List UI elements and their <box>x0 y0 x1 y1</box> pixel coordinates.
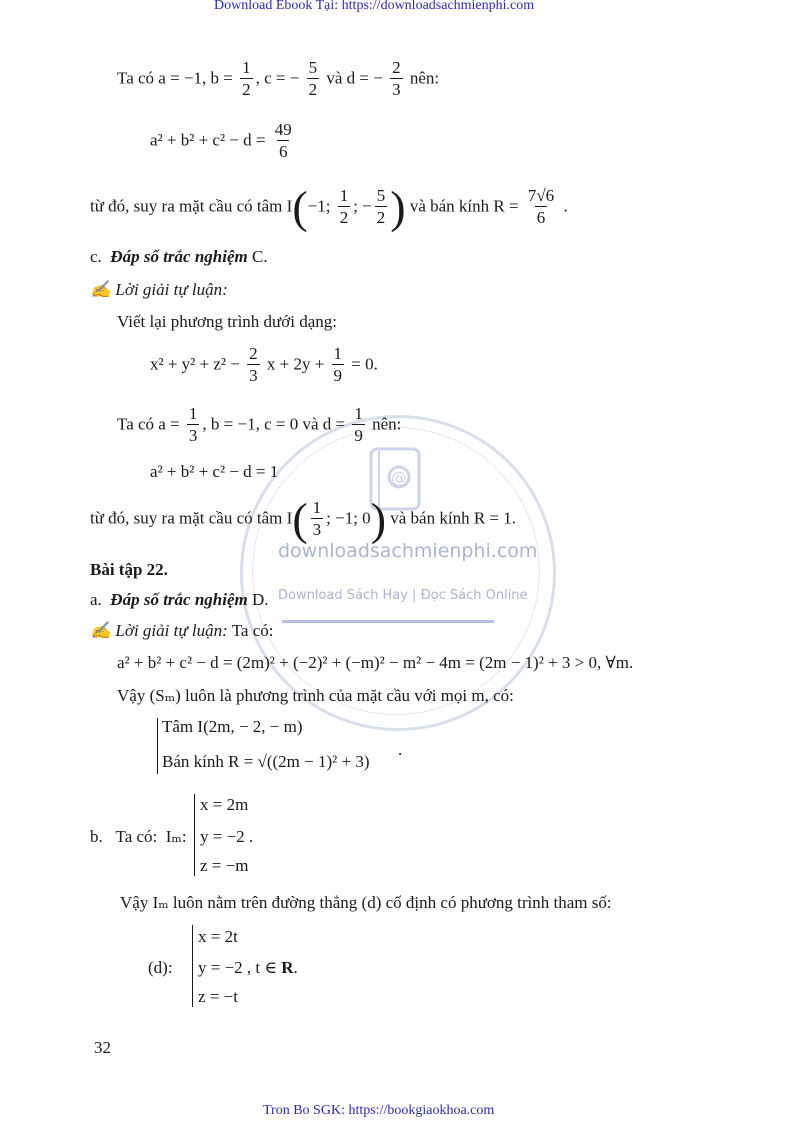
solution-heading-2: ✍ Lời giải tự luận: Ta có: <box>90 621 274 640</box>
system3-y: y = −2 , t ∈ R. <box>198 958 298 977</box>
equation-sum-1: a² + b² + c² − d = $\frac{49}{6}$ <box>150 120 292 161</box>
system3-x: x = 2t <box>198 927 238 946</box>
header-link[interactable]: Download Ebook Tại: https://downloadsachmienphi.com <box>214 0 535 13</box>
system2-x: x = 2m <box>200 795 249 814</box>
answer-a: a. Đáp số trắc nghiệm D. <box>90 590 269 609</box>
svg-text:@: @ <box>391 468 407 487</box>
line-conclusion-2: Vậy Iₘ luôn nằm trên đường thẳng (d) cố định có phương trình tham số: <box>120 893 612 912</box>
system2-z: z = −m <box>200 856 249 875</box>
system2-y: y = −2 . <box>200 827 254 846</box>
line-rewrite: Viết lại phương trình dưới dạng: <box>117 312 337 331</box>
brace-3 <box>192 925 193 1007</box>
footer-link[interactable]: Tron Bo SGK: https://bookgiaokhoa.com <box>263 1103 495 1118</box>
line-coefficients-2: Ta có a = $\frac{1}{3}$ , b = −1, c = 0 và d = $\frac{1}{9}$ nên: <box>117 404 402 445</box>
equation-sum-2: a² + b² + c² − d = 1 <box>150 462 279 481</box>
pen-icon: ✍ <box>90 621 112 640</box>
line-d-label: (d): <box>148 958 173 977</box>
system1-radius: Bán kính R = √((2m − 1)² + 3) <box>162 752 370 771</box>
line-conclusion-1: Vậy (Sₘ) luôn là phương trình của mặt cầu với mọi m, có: <box>117 686 514 705</box>
solution-heading-1: ✍ Lời giải tự luận: <box>90 280 228 299</box>
watermark-tagline: Download Sách Hay | Đọc Sách Online <box>278 588 528 603</box>
brace-2 <box>194 794 195 876</box>
pen-icon: ✍ <box>90 280 112 299</box>
line-coefficients-1: Ta có a = −1, b = $\frac{1}{2}$ , c = − $\frac{5}{2}$ và d = − $\frac{2}{3}$ nên: <box>117 58 440 99</box>
exercise-title: Bài tập 22. <box>90 560 168 579</box>
answer-c: c. Đáp số trắc nghiệm C. <box>90 247 268 266</box>
line-center-radius-1: từ đó, suy ra mặt cầu có tâm I(−1; $\frac{1}{2}$ ; − $\frac{5}{2}$ ) và bán kính R = $\frac{7√6}{6}$ . <box>90 181 568 233</box>
system1-period: . <box>398 740 403 759</box>
equation-inequality: a² + b² + c² − d = (2m)² + (−2)² + (−m)² − m² − 4m = (2m − 1)² + 3 > 0, ∀m. <box>117 653 634 672</box>
page-number: 32 <box>94 1038 111 1057</box>
system1-center: Tâm I(2m, − 2, − m) <box>162 717 303 736</box>
line-center-radius-2: từ đó, suy ra mặt cầu có tâm I( $\frac{1}{3}$ ; −1; 0) và bán kính R = 1. <box>90 493 517 545</box>
equation-sphere: x² + y² + z² − $\frac{2}{3}$ x + 2y + $\frac{1}{9}$ = 0. <box>150 344 378 385</box>
brace-1 <box>157 718 158 774</box>
part-b-label: b. Ta có: Iₘ: <box>90 827 187 846</box>
watermark-underline <box>282 620 494 623</box>
system3-z: z = −t <box>198 987 238 1006</box>
watermark-site: downloadsachmienphi.com <box>278 540 538 562</box>
